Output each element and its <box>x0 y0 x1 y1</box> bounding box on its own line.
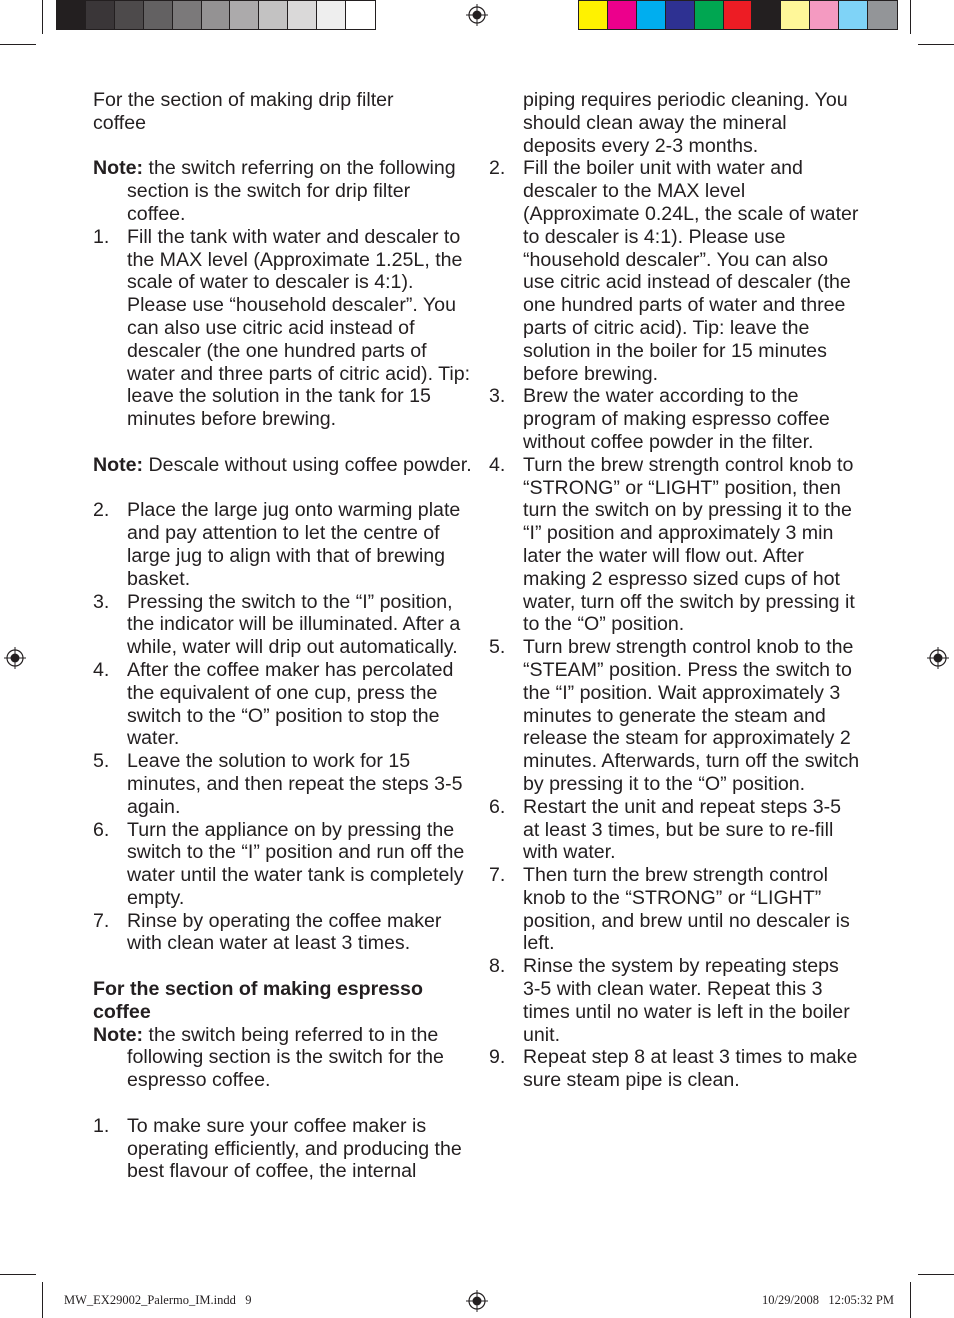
color-swatch <box>173 1 202 29</box>
list-item <box>489 955 861 1046</box>
list-item <box>489 1046 861 1092</box>
color-swatch <box>346 1 375 29</box>
color-swatch <box>810 1 839 29</box>
espresso-steps-list <box>489 157 861 1092</box>
step-text: Brew the water according to the program of making espresso coffee without coffee powder in the filter. <box>523 385 830 453</box>
list-item <box>489 796 861 864</box>
step-text: Fill the tank with water and descaler to the MAX level (Approximate 1.25L, the scale of water to descaler is 4:1). Please use “household descaler”. You can also use citric acid instead of descaler (the one hundred parts of water and three parts of citric acid). Tip: leave the solution in the tank for 15 minutes before brewing. <box>127 225 471 431</box>
list-item <box>93 1115 473 1183</box>
note-descale <box>93 454 473 477</box>
registration-mark-icon <box>466 4 488 26</box>
espresso-section-heading: For the section of making espresso coffee <box>93 978 423 1023</box>
step-text: Rinse the system by repeating steps 3-5 with clean water. Repeat this 3 times until no water is left in the boiler unit. <box>523 955 850 1046</box>
continuation-text: piping requires periodic cleaning. You should clean away the mineral deposits every 2-3 months. <box>523 89 848 157</box>
step-text: Leave the solution to work for 15 minutes, and then repeat the steps 3-5 again. <box>127 750 463 818</box>
color-swatch <box>666 1 695 29</box>
list-item <box>489 636 861 796</box>
print-timestamp: 10/29/2008 12:05:32 PM <box>762 1293 894 1307</box>
list-item <box>93 591 473 659</box>
step-text: To make sure your coffee maker is operating efficiently, and producing the best flavour of coffee, the internal <box>127 1114 462 1183</box>
step-text: Fill the boiler unit with water and descaler to the MAX level (Approximate 0.24L, the scale of water to descaler is 4:1). Please use “household descaler”. You can also use citric acid instead of descaler (the one hundred parts of water and three parts of citric acid). Tip: leave the solution in the boiler for 15 minutes before brewing. <box>523 157 859 385</box>
step-number: 6. <box>93 818 110 841</box>
step-text: After the coffee maker has percolated the equivalent of one cup, press the switch to the “O” position to stop the water. <box>127 658 454 750</box>
step-text: Place the large jug onto warming plate and pay attention to let the centre of large jug to align with that of brewing basket. <box>127 499 461 590</box>
color-swatch <box>695 1 724 29</box>
crop-mark <box>42 0 43 34</box>
step-number: 5. <box>489 636 506 659</box>
color-swatch <box>259 1 288 29</box>
list-item <box>93 226 473 431</box>
step-number: 3. <box>489 385 506 408</box>
color-swatch <box>57 1 86 29</box>
list-item <box>489 864 861 955</box>
color-swatch <box>637 1 666 29</box>
left-column <box>93 89 473 1183</box>
step-number: 3. <box>93 590 110 613</box>
color-swatch <box>317 1 346 29</box>
color-swatch <box>230 1 259 29</box>
crop-mark <box>918 44 954 45</box>
step-text: Pressing the switch to the “I” position, the indicator will be illuminated. After a while, water will drip out automatically. <box>127 590 461 659</box>
step-number: 9. <box>489 1046 506 1069</box>
color-swatch <box>868 1 897 29</box>
step-number: 7. <box>93 909 110 932</box>
step-text: Repeat step 8 at least 3 times to make sure steam pipe is clean. <box>523 1046 858 1092</box>
drip-section-heading: For the section of making drip filter coffee <box>93 89 394 134</box>
list-item <box>93 750 473 818</box>
note-label: Note: <box>93 1023 144 1046</box>
list-item <box>93 910 473 956</box>
color-calibration-bar <box>578 0 898 30</box>
color-swatch <box>288 1 317 29</box>
note-label: Note: <box>93 157 144 180</box>
list-item <box>489 454 861 636</box>
color-swatch <box>202 1 231 29</box>
note-text: the switch referring on the following section is the switch for drip filter coffee. <box>127 157 456 225</box>
right-column <box>489 89 861 1092</box>
color-swatch <box>579 1 608 29</box>
step-number: 1. <box>93 1114 110 1137</box>
crop-mark <box>910 1282 911 1318</box>
note-text: Descale without using coffee powder. <box>143 453 472 476</box>
registration-mark-icon <box>927 647 949 669</box>
list-item <box>93 499 473 590</box>
list-item <box>489 385 861 453</box>
step-number: 4. <box>93 658 110 681</box>
list-item <box>489 157 861 385</box>
color-swatch <box>724 1 753 29</box>
crop-mark <box>0 44 36 45</box>
list-item <box>93 819 473 910</box>
note-text: the switch being referred to in the following section is the switch for the espresso coffee. <box>127 1023 444 1092</box>
crop-mark <box>0 1274 36 1275</box>
drip-steps-list <box>93 499 473 955</box>
list-item <box>93 659 473 750</box>
color-swatch <box>144 1 173 29</box>
note-drip-switch <box>93 157 473 225</box>
note-espresso-switch <box>93 1024 473 1092</box>
step-number: 6. <box>489 795 506 818</box>
crop-mark <box>910 0 911 34</box>
step-number: 4. <box>489 453 506 476</box>
file-info: MW_EX29002_Palermo_IM.indd 9 <box>64 1293 252 1307</box>
step-number: 2. <box>93 499 110 522</box>
step-text: Turn brew strength control knob to the “STEAM” position. Press the switch to the “I” position. Wait approximately 3 minutes to generate the steam and release the steam for approximately 2 minutes. Afterwards, turn off the switch by pressing it to the “O” position. <box>523 636 860 795</box>
color-swatch <box>608 1 637 29</box>
step-number: 2. <box>489 157 506 180</box>
registration-mark-icon <box>466 1290 488 1312</box>
step-text: Then turn the brew strength control knob to the “STRONG” or “LIGHT” position, and brew until no descaler is left. <box>523 864 850 955</box>
step-text: Rinse by operating the coffee maker with clean water at least 3 times. <box>127 909 442 955</box>
crop-mark <box>918 1274 954 1275</box>
crop-mark <box>42 1282 43 1318</box>
color-swatch <box>115 1 144 29</box>
step-number: 8. <box>489 955 506 978</box>
color-swatch <box>752 1 781 29</box>
step-number: 5. <box>93 750 110 773</box>
gray-calibration-bar <box>56 0 376 30</box>
step-number: 7. <box>489 864 506 887</box>
color-swatch <box>781 1 810 29</box>
step-text: Restart the unit and repeat steps 3-5 at least 3 times, but be sure to re-fill with water. <box>523 795 842 864</box>
step-text: Turn the brew strength control knob to “STRONG” or “LIGHT” position, then turn the switch on by pressing it to the “I” position and approximately 3 min later the water will flow out. After making 2 espresso sized cups of hot water, turn off the switch by pressing it to the “O” position. <box>523 453 855 636</box>
note-label: Note: <box>93 453 144 476</box>
registration-mark-icon <box>4 647 26 669</box>
color-swatch <box>839 1 868 29</box>
step-text: Turn the appliance on by pressing the switch to the “I” position and run off the water until the water tank is completely empty. <box>127 818 465 909</box>
color-swatch <box>86 1 115 29</box>
step-number: 1. <box>93 225 110 248</box>
